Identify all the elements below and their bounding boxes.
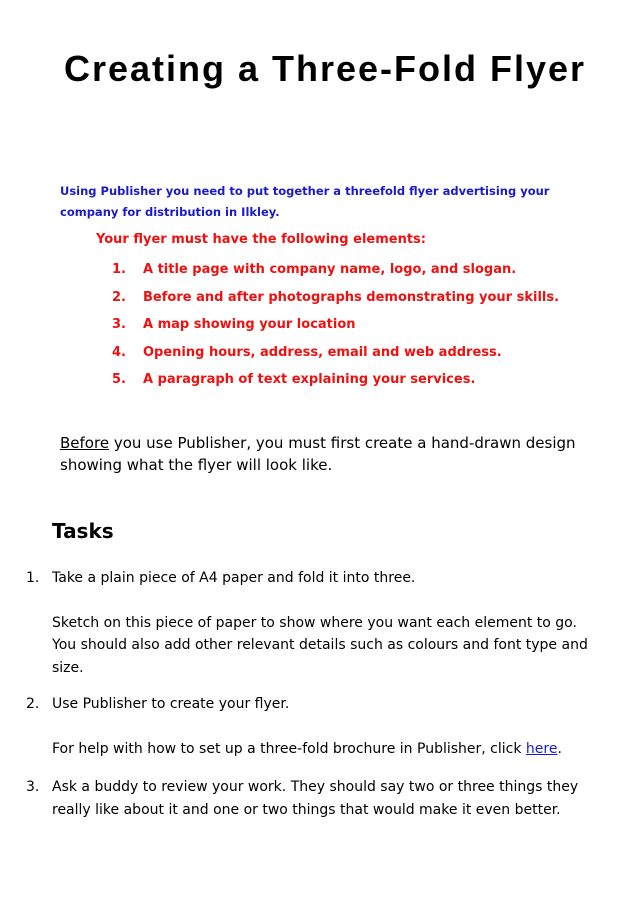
design-note <box>60 432 580 476</box>
design-note-text: you use Publisher, you must first create a hand-drawn design showing what the flyer will look like. <box>60 434 576 474</box>
task-detail: Sketch on this piece of paper to show where you want each element to go. You should also add other relevant details such as colours and font type and size. <box>52 614 588 676</box>
page-title: Creating a Three-Fold Flyer <box>63 48 587 89</box>
requirement-item <box>112 342 559 370</box>
requirement-text: A map showing your location <box>143 317 356 332</box>
task-detail-prefix: For help with how to set up a three-fold brochure in Publisher, click <box>52 740 526 757</box>
requirement-text: A paragraph of text explaining your services. <box>143 372 476 387</box>
task-text: Take a plain piece of A4 paper and fold it into three. <box>52 570 416 586</box>
task-item-2 <box>26 693 596 760</box>
requirement-text: Opening hours, address, email and web address. <box>143 344 502 360</box>
task-number: 2. <box>26 696 40 712</box>
task-item-3 <box>26 776 596 821</box>
task-item-1 <box>26 567 596 679</box>
requirement-item <box>112 287 559 315</box>
design-note-lead: Before <box>60 434 110 452</box>
requirement-number: 5. <box>112 372 126 387</box>
requirement-number: 3. <box>112 317 126 332</box>
intro-text: Using Publisher you need to put together a threefold flyer advertising your company for distribution in Ilkley. <box>60 184 550 219</box>
requirements-list <box>112 259 559 397</box>
task-detail <box>52 738 596 761</box>
requirement-number: 4. <box>112 344 126 360</box>
requirement-text: Before and after photographs demonstrating your skills. <box>143 289 560 305</box>
requirement-text: A title page with company name, logo, and slogan. <box>143 262 517 277</box>
help-link[interactable]: here <box>525 740 558 757</box>
tasks-heading: Tasks <box>52 519 114 543</box>
task-number: 3. <box>26 779 40 795</box>
requirement-item <box>112 259 559 287</box>
requirements-heading: Your flyer must have the following elements: <box>96 232 426 247</box>
task-text: Ask a buddy to review your work. They should say two or three things they really like about it and one or two things that would make it even better. <box>52 779 579 818</box>
requirement-item <box>112 314 559 342</box>
requirement-number: 2. <box>112 289 126 305</box>
task-number: 1. <box>26 570 40 586</box>
requirement-item <box>112 369 559 397</box>
task-detail-suffix: . <box>557 740 562 757</box>
task-text: Use Publisher to create your flyer. <box>52 696 290 712</box>
requirement-number: 1. <box>112 262 126 277</box>
